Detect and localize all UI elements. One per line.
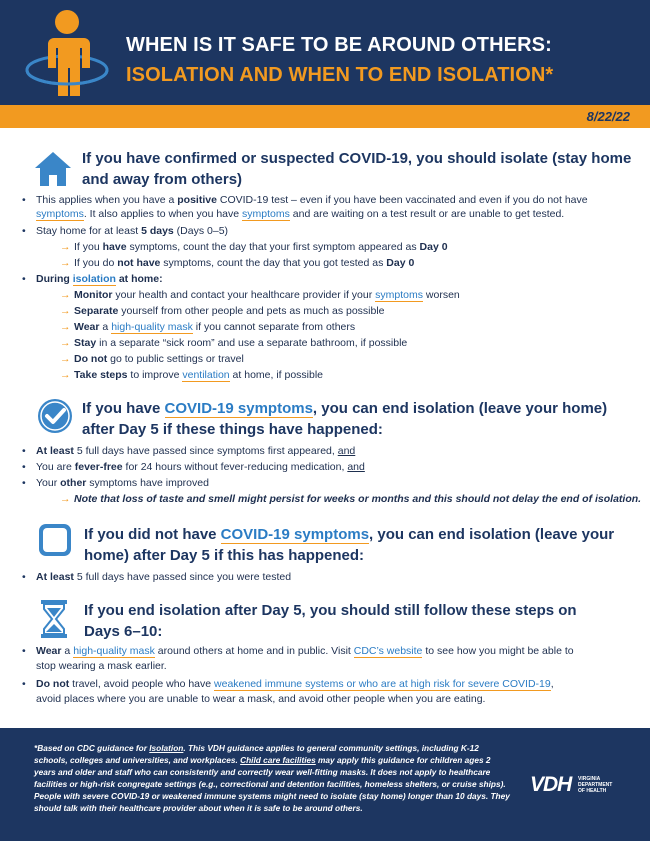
vdh-logo-text: VDH xyxy=(530,773,572,796)
section-isolate-title-line1: If you have confirmed or suspected COVID-19, you should isolate (stay home xyxy=(82,150,632,167)
footer xyxy=(0,728,650,841)
arrow-icon: → xyxy=(60,289,71,301)
section-after-day5-title-line1: If you end isolation after Day 5, you should still follow these steps on xyxy=(84,602,577,619)
covid-symptoms-link[interactable]: COVID-19 symptoms xyxy=(220,526,370,543)
arrow-icon: → xyxy=(60,321,71,333)
section-end-with-symptoms-title-line2: after Day 5 if these things have happened: xyxy=(82,421,383,438)
home-icon xyxy=(33,150,73,188)
section-end-no-symptoms-title: If you did not have COVID-19 symptoms, you can end isolation (leave your home) after Day 5 if this has happened: xyxy=(84,526,615,564)
section-end-with-symptoms-title: If you have COVID-19 symptoms, you can end isolation (leave your home) after Day 5 if these things have happened: xyxy=(82,400,608,438)
weakened-immune-link[interactable]: weakened immune systems or who are at high risk for severe COVID-19 xyxy=(214,678,551,690)
section-isolate-title xyxy=(82,148,631,190)
isolation-link[interactable]: isolation xyxy=(72,273,116,285)
arrow-icon: → xyxy=(60,353,71,365)
vdh-logo: VDH VIRGINIA DEPARTMENT OF HEALTH xyxy=(530,773,613,796)
header-banner xyxy=(0,0,650,105)
symptoms-link[interactable]: symptoms xyxy=(36,208,84,220)
symptoms-link[interactable]: symptoms xyxy=(242,208,290,220)
arrow-icon: → xyxy=(60,241,71,253)
footer-disclaimer: *Based on CDC guidance for Isolation. This VDH guidance applies to general community settings, including K-12 schools, colleges and universities, and workplaces. Child care facilities may apply this guidance for children ages 2 years and older and staff who can consistently and correctly wear well-fitting masks. It does not apply to healthcare facilities or high-risk congregate settings (e.g., correctional and detention facilities, homeless shelters, or cruise ships). People with severe COVID-19 or weakened immune systems might need to isolate (stay home) longer than 10 days. They should talk with their healthcare provider about when it is safe to be around others. xyxy=(34,743,510,813)
section-after-day5-title xyxy=(84,600,577,642)
arrow-icon: → xyxy=(60,337,71,349)
section-after-day5-title-line2: Days 6–10: xyxy=(84,623,163,640)
page-title-line1: WHEN IS IT SAFE TO BE AROUND OTHERS: xyxy=(126,34,552,56)
high-quality-mask-link[interactable]: high-quality mask xyxy=(111,321,193,333)
checkmark-icon xyxy=(36,397,74,435)
arrow-icon: → xyxy=(60,257,71,269)
isolation-guidance-link[interactable]: Isolation xyxy=(149,743,184,753)
cdc-website-link[interactable]: CDC’s website xyxy=(353,645,423,657)
date-bar xyxy=(0,105,650,128)
child-care-link[interactable]: Child care facilities xyxy=(240,755,316,765)
empty-checkbox-icon xyxy=(38,523,72,557)
arrow-icon: → xyxy=(60,493,71,505)
hourglass-icon xyxy=(40,599,68,639)
section-isolate-title-line2: and away from others) xyxy=(82,171,243,188)
page-title-line2: ISOLATION AND WHEN TO END ISOLATION* xyxy=(126,64,554,86)
person-isolation-icon xyxy=(22,8,112,100)
arrow-icon: → xyxy=(60,305,71,317)
high-quality-mask-link[interactable]: high-quality mask xyxy=(73,645,155,657)
publication-date: 8/22/22 xyxy=(586,109,630,124)
arrow-icon: → xyxy=(60,369,71,381)
symptoms-link[interactable]: symptoms xyxy=(375,289,423,301)
covid-symptoms-link[interactable]: COVID-19 symptoms xyxy=(164,400,313,417)
ventilation-link[interactable]: ventilation xyxy=(182,369,230,381)
section-end-no-symptoms-title-line2: home) after Day 5 if this has happened: xyxy=(84,547,365,564)
